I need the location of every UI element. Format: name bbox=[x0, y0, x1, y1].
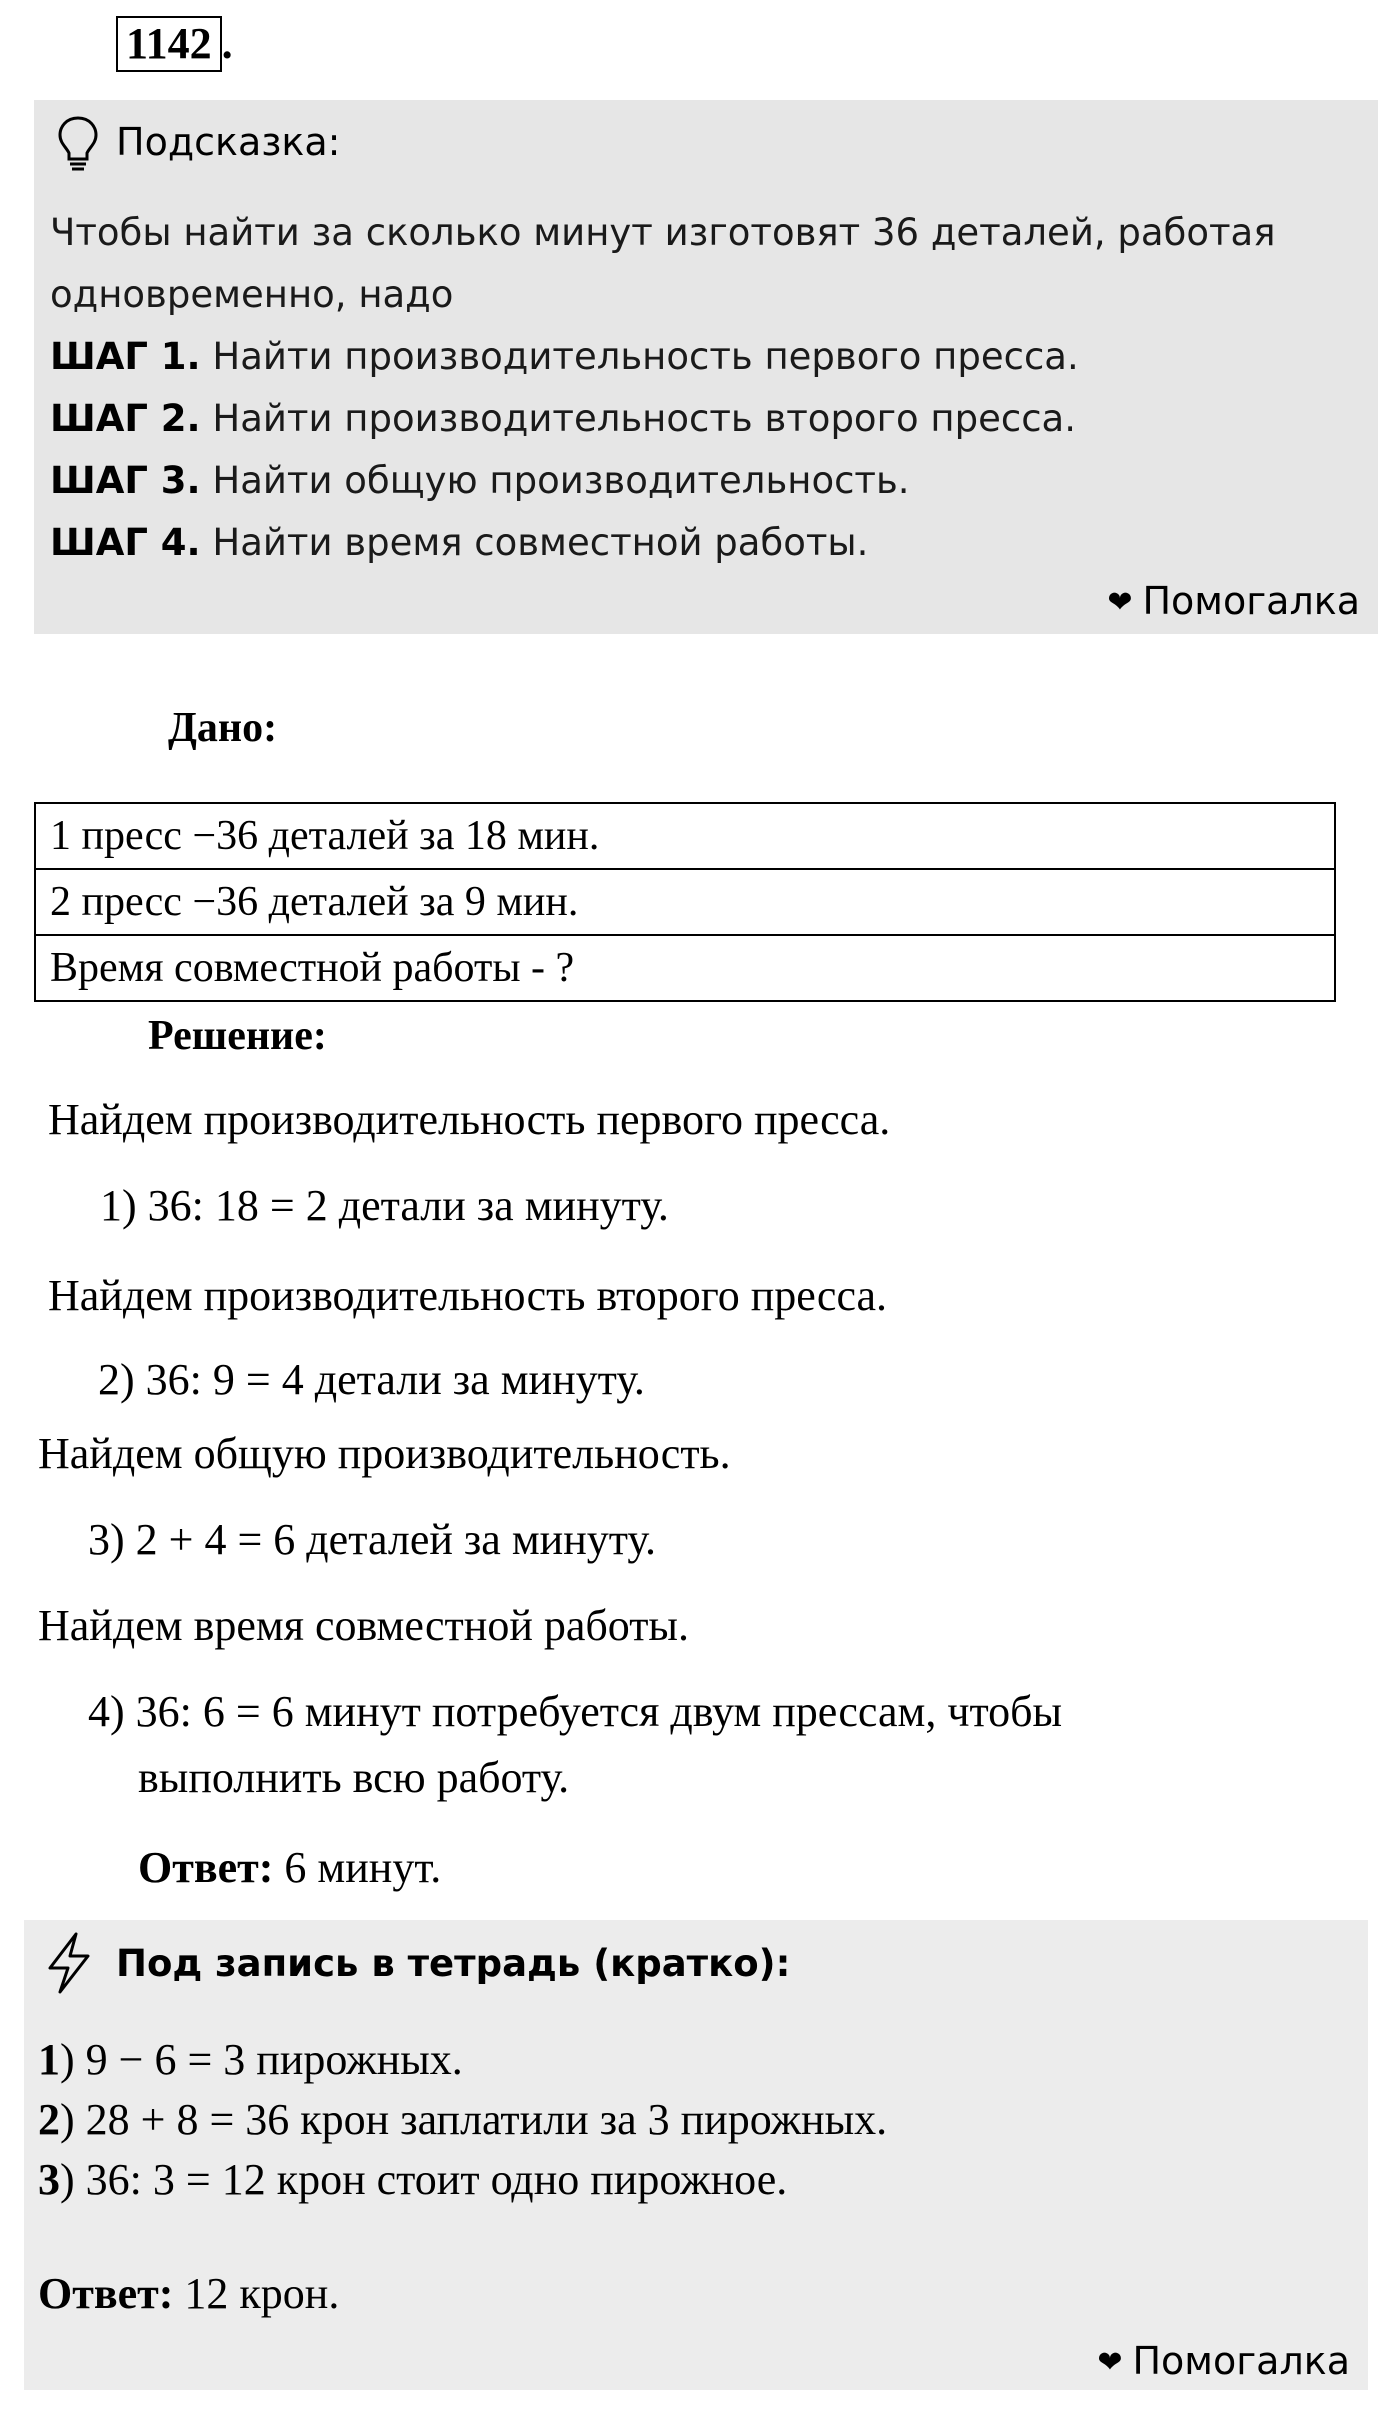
solution-line: выполнить всю работу. bbox=[138, 1753, 570, 1802]
hint-step-text: Найти время совместной работы. bbox=[212, 521, 869, 564]
note-text: ) 36: 3 = 12 крон стоит одно пирожное. bbox=[60, 2155, 788, 2204]
solution-line: 4) 36: 6 = 6 минут потребуется двум прессам, чтобы bbox=[88, 1687, 1063, 1736]
hint-step-label: ШАГ 3. bbox=[50, 459, 201, 502]
problem-number-box: 1142 bbox=[116, 16, 222, 72]
hint-step-label: ШАГ 1. bbox=[50, 335, 201, 378]
lightning-icon bbox=[42, 1930, 96, 1996]
brand-label bbox=[1107, 576, 1360, 628]
table-row bbox=[35, 935, 1335, 1001]
notes-title: Под запись в тетрадь (кратко): bbox=[116, 1942, 791, 1985]
note-number: 1 bbox=[38, 2035, 60, 2084]
note-number: 3 bbox=[38, 2155, 60, 2204]
heart-icon: ❤ bbox=[1107, 585, 1133, 620]
solution-line: 2) 36: 9 = 4 детали за минуту. bbox=[98, 1355, 645, 1404]
given-cell: Время совместной работы - ? bbox=[35, 935, 1335, 1001]
brand-text: Помогалка bbox=[1142, 579, 1360, 623]
hint-step-text: Найти производительность первого пресса. bbox=[212, 335, 1079, 378]
notes-answer bbox=[38, 2266, 339, 2322]
note-line bbox=[38, 2092, 887, 2148]
lightbulb-icon bbox=[54, 114, 102, 174]
heart-icon: ❤ bbox=[1097, 2345, 1123, 2380]
given-cell: 2 пресс −36 деталей за 9 мин. bbox=[35, 869, 1335, 935]
hint-intro: Чтобы найти за сколько минут изготовят 36 деталей, работая одновременно, надо bbox=[50, 211, 1276, 316]
solution-line: Найдем производительность второго пресса. bbox=[48, 1271, 888, 1320]
note-number: 2 bbox=[38, 2095, 60, 2144]
hint-step-text: Найти производительность второго пресса. bbox=[212, 397, 1076, 440]
hint-step bbox=[50, 450, 1360, 512]
hint-step-text: Найти общую производительность. bbox=[212, 459, 910, 502]
notes-box bbox=[24, 1920, 1368, 2390]
solution-line: 1) 36: 18 = 2 детали за минуту. bbox=[100, 1181, 669, 1230]
hint-body bbox=[50, 202, 1360, 574]
answer-label: Ответ: bbox=[138, 1843, 274, 1892]
table-row bbox=[35, 869, 1335, 935]
solution-answer bbox=[138, 1840, 441, 1896]
solution-title: Решение: bbox=[148, 1013, 327, 1059]
given-table bbox=[34, 802, 1336, 1002]
brand-text: Помогалка bbox=[1132, 2339, 1350, 2383]
hint-step bbox=[50, 326, 1360, 388]
note-text: ) 9 − 6 = 3 пирожных. bbox=[60, 2035, 463, 2084]
solution-line: Найдем общую производительность. bbox=[38, 1429, 731, 1478]
hint-step bbox=[50, 388, 1360, 450]
brand-label bbox=[1097, 2336, 1350, 2388]
given-cell: 1 пресс −36 деталей за 18 мин. bbox=[35, 803, 1335, 869]
answer-value: 6 минут. bbox=[273, 1843, 442, 1892]
problem-number-dot: . bbox=[221, 19, 233, 68]
hint-title: Подсказка: bbox=[116, 120, 341, 164]
hint-step-label: ШАГ 2. bbox=[50, 397, 201, 440]
hint-step-label: ШАГ 4. bbox=[50, 521, 201, 564]
note-text: ) 28 + 8 = 36 крон заплатили за 3 пирожных. bbox=[60, 2095, 888, 2144]
note-line bbox=[38, 2152, 787, 2208]
given-title: Дано: bbox=[168, 705, 278, 751]
answer-value: 12 крон. bbox=[173, 2269, 340, 2318]
table-row bbox=[35, 803, 1335, 869]
hint-step bbox=[50, 512, 1360, 574]
note-line bbox=[38, 2032, 463, 2088]
solution-line: Найдем производительность первого пресса. bbox=[48, 1095, 891, 1144]
hint-box bbox=[34, 100, 1378, 634]
solution-line: 3) 2 + 4 = 6 деталей за минуту. bbox=[88, 1515, 657, 1564]
solution-line: Найдем время совместной работы. bbox=[38, 1601, 689, 1650]
answer-label: Ответ: bbox=[38, 2269, 174, 2318]
problem-number bbox=[116, 16, 233, 72]
